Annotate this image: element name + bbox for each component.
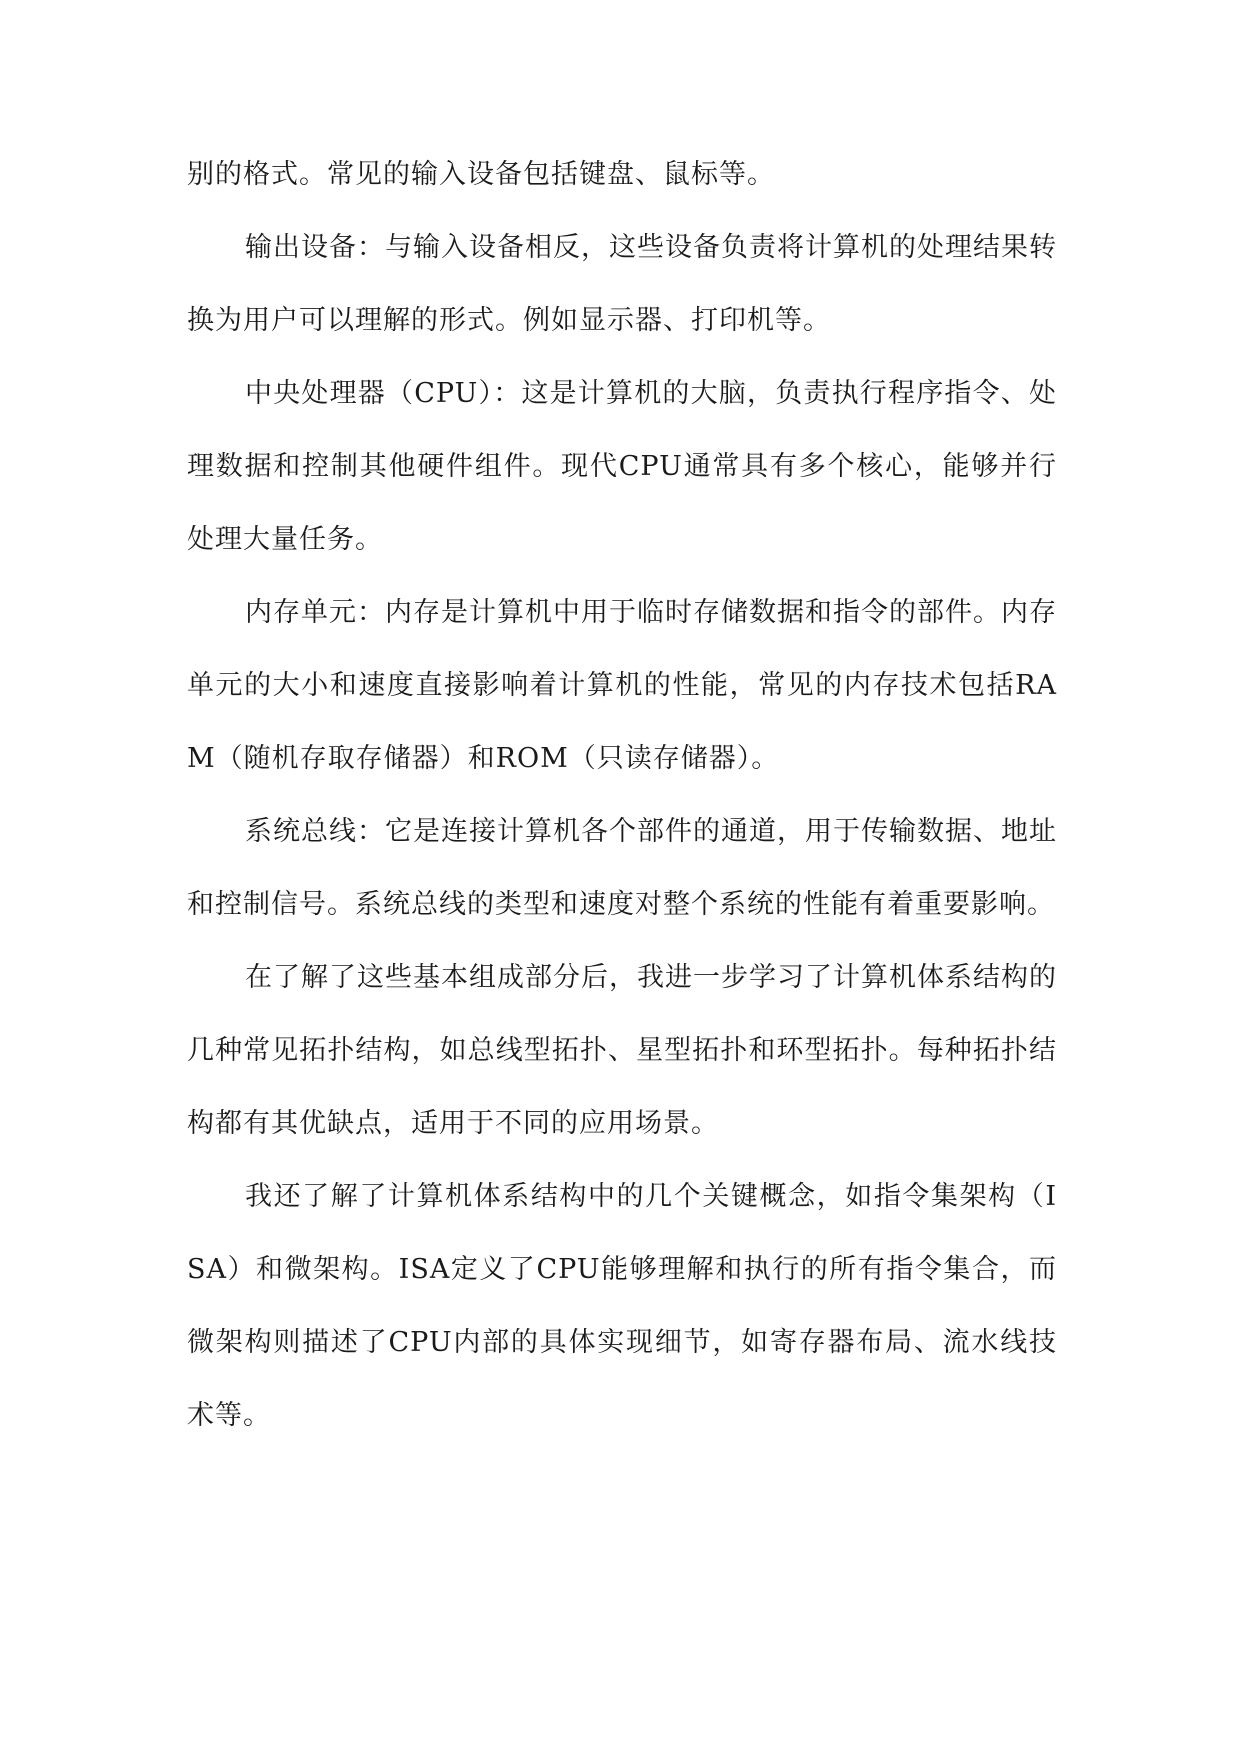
paragraph-topologies: 在了解了这些基本组成部分后，我进一步学习了计算机体系结构的几种常见拓扑结构，如总线型拓扑、星型拓扑和环型拓扑。每种拓扑结构都有其优缺点，适用于不同的应用场景。 bbox=[187, 962, 1057, 1139]
paragraph-isa-microarchitecture: 我还了解了计算机体系结构中的几个关键概念，如指令集架构（ISA）和微架构。ISA定义了CPU能够理解和执行的所有指令集合，而微架构则描述了CPU内部的具体实现细节，如寄存器布局、流水线技术等。 bbox=[187, 1181, 1057, 1431]
paragraph-cpu: 中央处理器（CPU）：这是计算机的大脑，负责执行程序指令、处理数据和控制其他硬件组件。现代CPU通常具有多个核心，能够并行处理大量任务。 bbox=[187, 378, 1057, 555]
document-body bbox=[187, 138, 1057, 1452]
paragraph-system-bus: 系统总线：它是连接计算机各个部件的通道，用于传输数据、地址和控制信号。系统总线的类型和速度对整个系统的性能有着重要影响。 bbox=[187, 816, 1057, 920]
paragraph-memory-unit: 内存单元：内存是计算机中用于临时存储数据和指令的部件。内存单元的大小和速度直接影响着计算机的性能，常见的内存技术包括RAM（随机存取存储器）和ROM（只读存储器）。 bbox=[187, 597, 1057, 774]
paragraph-output-devices: 输出设备：与输入设备相反，这些设备负责将计算机的处理结果转换为用户可以理解的形式。例如显示器、打印机等。 bbox=[187, 232, 1057, 336]
paragraph-input-devices-continued: 别的格式。常见的输入设备包括键盘、鼠标等。 bbox=[187, 159, 775, 190]
